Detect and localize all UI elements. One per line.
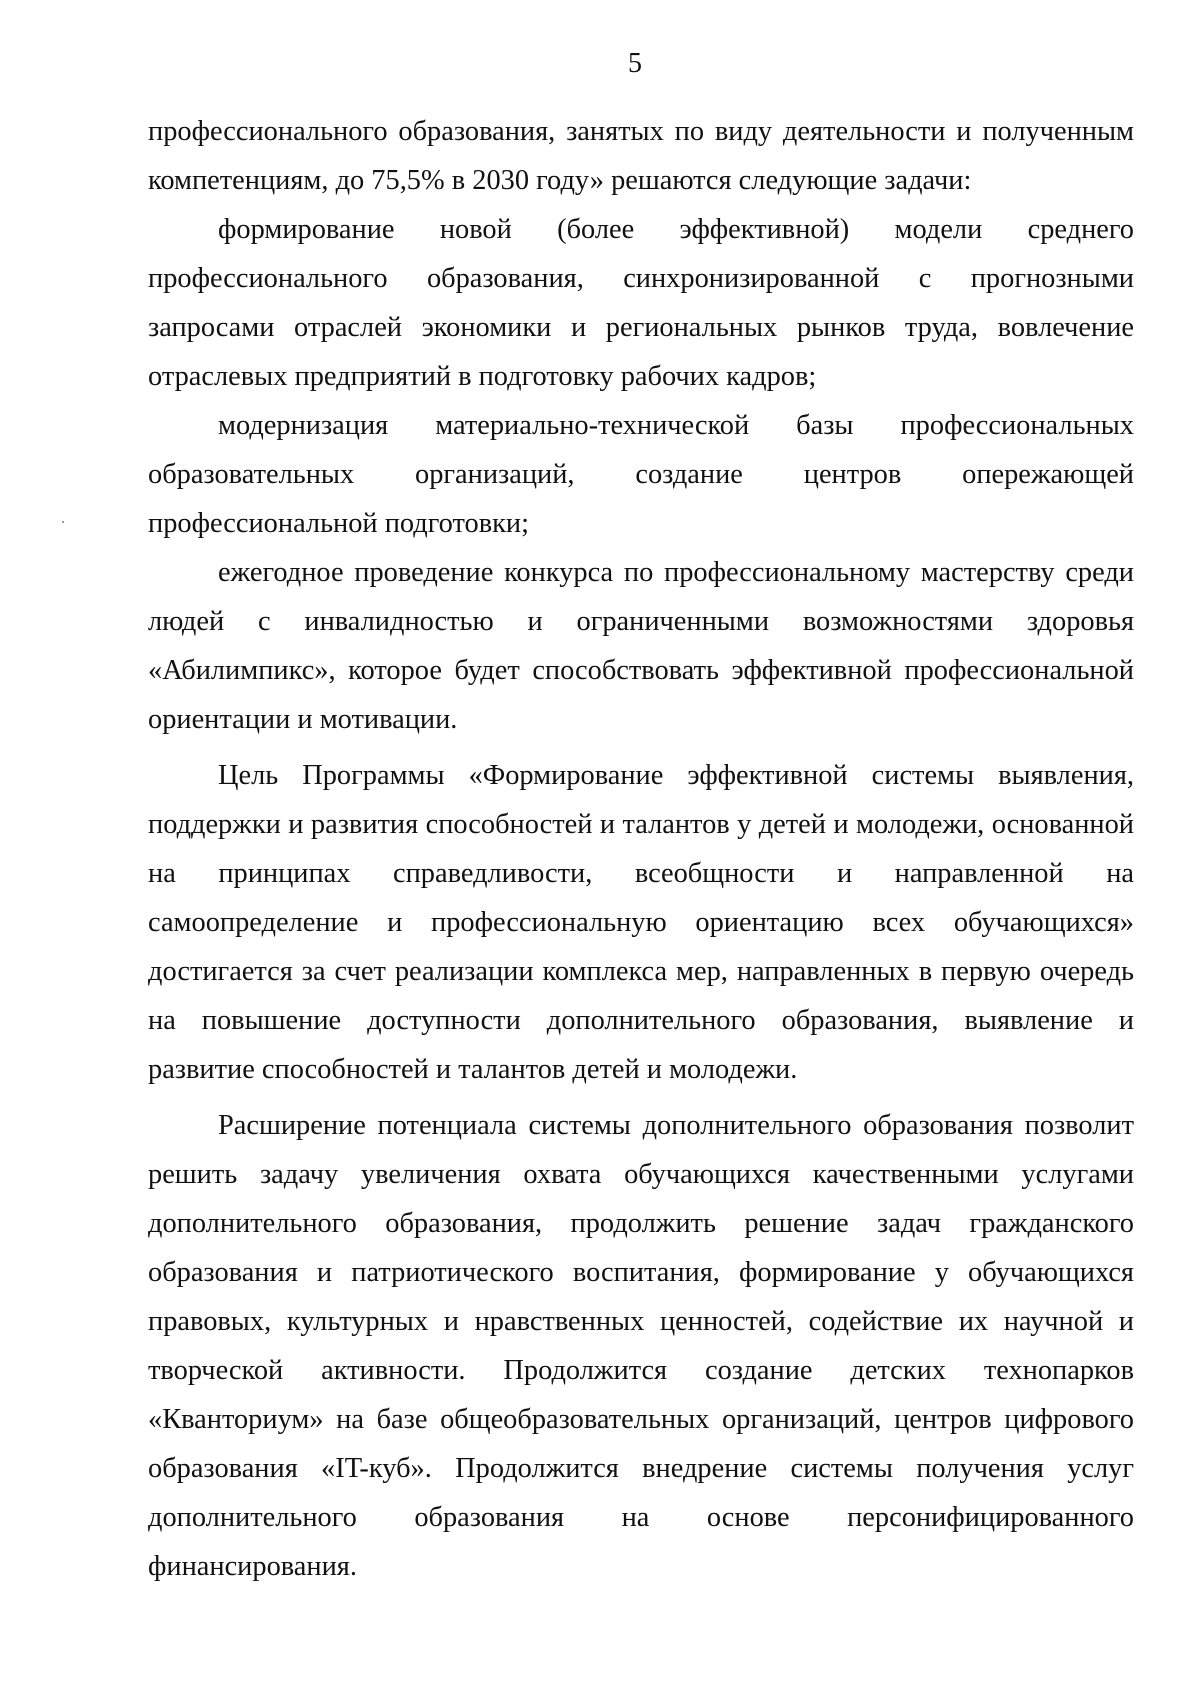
paragraph-program-goal: Цель Программы «Формирование эффективной системы выявления, поддержки и развития способностей и талантов у детей и молодежи, основанной на принципах справедливости, всеобщности и направленной на самоопределение и профессиональную ориентацию всех обучающихся» достигается за счет реализации комплекса мер, направленных в первую очередь на повышение доступности дополнительного образования, выявление и развитие способностей и талантов детей и молодежи. <box>148 760 1134 1085</box>
document-body <box>148 107 1134 1591</box>
scan-artifact-dot <box>62 521 64 523</box>
page-number: 5 <box>628 48 642 79</box>
paragraph-continuation: профессионального образования, занятых по виду деятельности и полученным компетенциям, до 75,5% в 2030 году» решаются следующие задачи: <box>148 116 1134 196</box>
paragraph-gap <box>148 744 1134 751</box>
paragraph-task-model: формирование новой (более эффективной) модели среднего профессионального образования, синхронизированной с прогнозными запросами отраслей экономики и региональных рынков труда, вовлечение отраслевых предприятий в подготовку рабочих кадров; <box>148 214 1134 392</box>
paragraph-task-modernization: модернизация материально-технической базы профессиональных образовательных организаций, создание центров опережающей профессиональной подготовки; <box>148 410 1134 539</box>
paragraph-task-abilympics: ежегодное проведение конкурса по профессиональному мастерству среди людей с инвалидностью и ограниченными возможностями здоровья «Абилимпикс», которое будет способствовать эффективной профессиональной ориентации и мотивации. <box>148 557 1134 735</box>
paragraph-additional-education: Расширение потенциала системы дополнительного образования позволит решить задачу увеличения охвата обучающихся качественными услугами дополнительного образования, продолжить решение задач гражданского образования и патриотического воспитания, формирование у обучающихся правовых, культурных и нравственных ценностей, содействие их научной и творческой активности. Продолжится создание детских технопарков «Кванториум» на базе общеобразовательных организаций, центров цифрового образования «IT-куб». Продолжится внедрение системы получения услуг дополнительного образования на основе персонифицированного финансирования. <box>148 1110 1134 1582</box>
paragraph-gap <box>148 1094 1134 1101</box>
